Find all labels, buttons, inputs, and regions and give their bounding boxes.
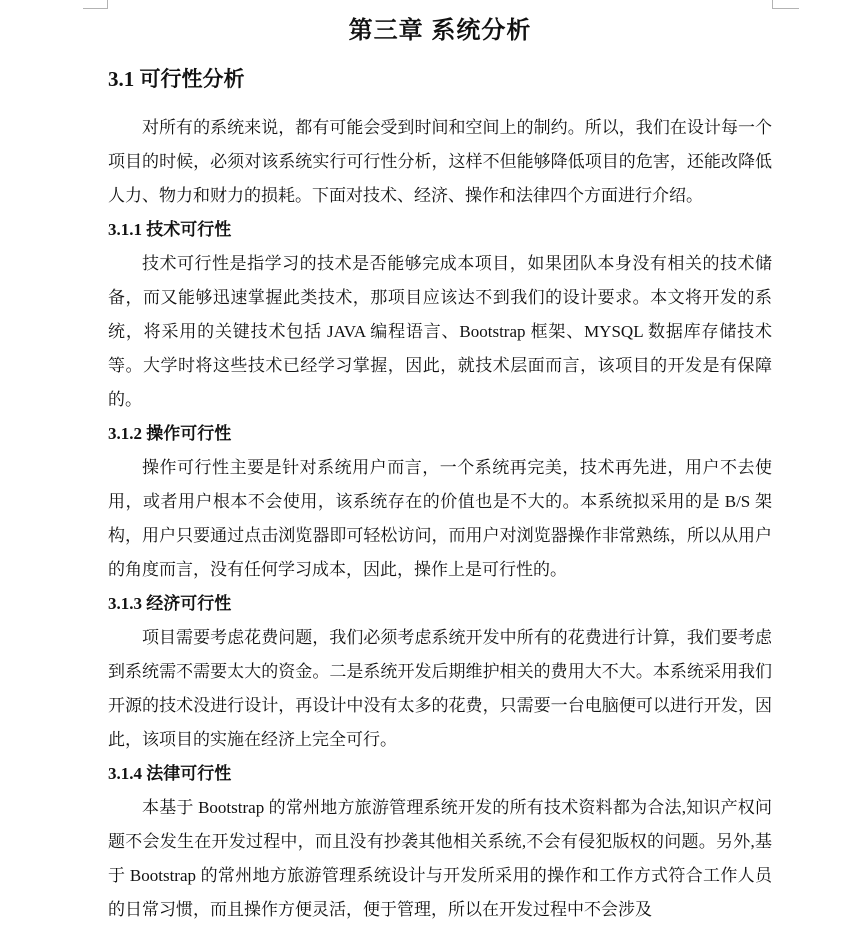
subsection-number: 3.1.3	[108, 594, 142, 613]
subsection-number: 3.1.4	[108, 764, 142, 783]
subsection-heading-technical	[108, 213, 772, 247]
subsection-paragraph-operational: 操作可行性主要是针对系统用户而言，一个系统再完美，技术再先进，用户不去使用，或者用户根本不会使用，该系统存在的价值也是不大的。本系统拟采用的是 B/S 架构，用户只要通过点击浏览器即可轻松访问，而用户对浏览器操作非常熟练，所以从用户的角度而言，没有任何学习成本，因此，操作上是可行性的。	[108, 458, 772, 579]
section-number: 3.1	[108, 67, 135, 91]
subsection-paragraph-technical: 技术可行性是指学习的技术是否能够完成本项目，如果团队本身没有相关的技术储备，而又能够迅速掌握此类技术，那项目应该达不到我们的设计要求。本文将开发的系统，将采用的关键技术包括 JAVA 编程语言、Bootstrap 框架、MYSQL 数据库存储技术等。大学时将这些技术已经学习掌握，因此，就技术层面而言，该项目的开发是有保障的。	[108, 254, 772, 409]
text-boundary-crop-mark-right	[772, 0, 799, 9]
intro-paragraph: 对所有的系统来说，都有可能会受到时间和空间上的制约。所以，我们在设计每一个项目的时候，必须对该系统实行可行性分析，这样不但能够降低项目的危害，还能改降低人力、物力和财力的损耗。下面对技术、经济、操作和法律四个方面进行介绍。	[108, 118, 772, 205]
subsection-number: 3.1.1	[108, 220, 142, 239]
section-heading	[108, 64, 772, 95]
section-title: 可行性分析	[139, 68, 245, 91]
text-boundary-crop-mark-left	[83, 0, 108, 9]
subsection-paragraph-economic: 项目需要考虑花费问题，我们必须考虑系统开发中所有的花费进行计算，我们要考虑到系统需不需要太大的资金。二是系统开发后期维护相关的费用大不大。本系统采用我们开源的技术没进行设计，再设计中没有太多的花费，只需要一台电脑便可以进行开发，因此，该项目的实施在经济上完全可行。	[108, 628, 772, 749]
subsection-number: 3.1.2	[108, 424, 142, 443]
subsection-title: 法律可行性	[146, 764, 232, 783]
subsection-heading-legal	[108, 757, 772, 791]
subsection-title: 操作可行性	[146, 424, 232, 443]
subsection-heading-economic	[108, 587, 772, 621]
subsection-title: 技术可行性	[146, 220, 232, 239]
subsection-title: 经济可行性	[146, 594, 232, 613]
chapter-title: 第三章 系统分析	[348, 17, 532, 44]
subsection-paragraph-legal: 本基于 Bootstrap 的常州地方旅游管理系统开发的所有技术资料都为合法,知识产权问题不会发生在开发过程中，而且没有抄袭其他相关系统,不会有侵犯版权的问题。另外,基于 Bootstrap 的常州地方旅游管理系统设计与开发所采用的操作和工作方式符合工作人员的日常习惯，而且操作方便灵活，便于管理，所以在开发过程中不会涉及	[108, 798, 772, 919]
text-block	[108, 0, 772, 927]
subsection-heading-operational	[108, 417, 772, 451]
